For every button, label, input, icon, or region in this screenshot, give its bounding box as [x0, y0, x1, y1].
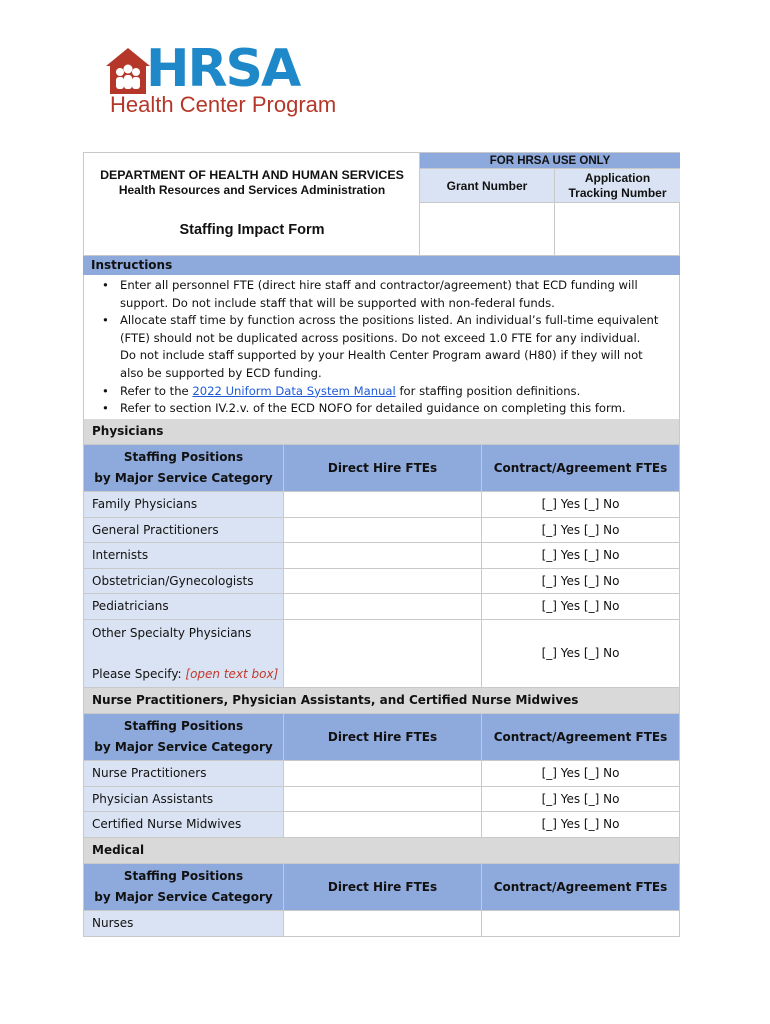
position-label: Family Physicians — [84, 492, 284, 517]
position-label: Obstetrician/Gynecologists — [84, 569, 284, 593]
header-table — [83, 152, 680, 256]
administration-name: Health Resources and Services Administration — [118, 183, 386, 197]
positions-header-line1: Staffing Positions — [123, 869, 244, 883]
instruction-item — [120, 383, 660, 401]
yes-no-checkbox[interactable]: [_] Yes [_] No — [541, 574, 620, 588]
specify-line — [92, 666, 278, 682]
table-row — [83, 761, 680, 787]
direct-hire-field[interactable] — [284, 518, 482, 542]
table-row — [83, 518, 680, 543]
yes-no-checkbox[interactable]: [_] Yes [_] No — [541, 548, 620, 562]
refer-suffix: for staffing position definitions. — [395, 383, 581, 398]
position-label: Physician Assistants — [84, 787, 284, 811]
hrsa-logo — [106, 40, 366, 124]
logo-subtitle: Health Center Program — [110, 92, 337, 117]
position-label: Nurse Practitioners — [84, 761, 284, 786]
yes-no-checkbox[interactable]: [_] Yes [_] No — [541, 766, 620, 780]
position-label: General Practitioners — [84, 518, 284, 542]
direct-hire-field[interactable] — [284, 787, 482, 811]
position-label: Pediatricians — [84, 594, 284, 619]
medical-column-header — [83, 863, 680, 911]
yes-no-checkbox[interactable]: [_] Yes [_] No — [541, 817, 620, 831]
direct-hire-field[interactable] — [284, 812, 482, 837]
house-family-icon — [106, 48, 150, 94]
specify-label: Please Specify: — [92, 667, 186, 681]
instruction-item: • Allocate staff time by function across the positions listed. An individual’s full-time equivalent (FTE) should not be duplicated across positions. Do not exceed 1.0 FTE for any individual. Do not include staff supported by your Health Center Program award (H80) if they will not also be supported by ECD funding. — [120, 312, 660, 382]
section-physicians: Physicians — [83, 419, 680, 444]
instruction-item: • Refer to section IV.2.v. of the ECD NOFO for detailed guidance on completing this form. — [120, 400, 660, 418]
position-label: Other Specialty Physicians — [92, 626, 252, 640]
position-label: Internists — [84, 543, 284, 568]
instructions-box — [83, 275, 680, 419]
direct-hire-field[interactable] — [284, 761, 482, 786]
table-row — [83, 787, 680, 812]
table-row — [83, 569, 680, 594]
table-row — [83, 620, 680, 688]
contract-header: Contract/Agreement FTEs — [493, 730, 668, 744]
specify-text-box[interactable]: [open text box] — [185, 667, 279, 681]
positions-header — [84, 714, 284, 760]
tracking-label-line2: Tracking Number — [568, 186, 667, 200]
direct-hire-header: Direct Hire FTEs — [284, 445, 482, 491]
instructions-heading: Instructions — [83, 256, 680, 275]
table-row — [83, 543, 680, 569]
tracking-label-line1: Application — [584, 171, 651, 185]
table-row — [83, 492, 680, 518]
refer-prefix: Refer to the — [120, 383, 193, 398]
positions-header-line2: by Major Service Category — [94, 890, 273, 904]
grant-number-field[interactable] — [420, 203, 555, 255]
table-row — [83, 594, 680, 620]
instructions-list — [120, 277, 660, 418]
direct-hire-header: Direct Hire FTEs — [284, 864, 482, 910]
table-row — [83, 812, 680, 838]
section-nurse-practitioners: Nurse Practitioners, Physician Assistants, and Certified Nurse Midwives — [83, 688, 680, 713]
department-name: DEPARTMENT OF HEALTH AND HUMAN SERVICES — [100, 168, 404, 182]
form-title: Staffing Impact Form — [179, 222, 325, 238]
direct-hire-field[interactable] — [284, 620, 482, 687]
grant-number-label: Grant Number — [420, 169, 555, 203]
tracking-number-field[interactable] — [555, 203, 680, 255]
yes-no-checkbox[interactable]: [_] Yes [_] No — [541, 599, 620, 613]
direct-hire-field[interactable] — [284, 911, 482, 936]
direct-hire-field[interactable] — [284, 594, 482, 619]
instruction-item: • Enter all personnel FTE (direct hire staff and contractor/agreement) that ECD funding will support. Do not include staff that will be supported with non-federal funds. — [120, 277, 660, 312]
tracking-number-label — [555, 169, 680, 203]
position-label: Nurses — [84, 911, 284, 936]
positions-header — [84, 445, 284, 491]
positions-header-line1: Staffing Positions — [123, 719, 244, 733]
positions-header-line1: Staffing Positions — [123, 450, 244, 464]
position-label: Certified Nurse Midwives — [84, 812, 284, 837]
np-column-header — [83, 713, 680, 761]
contract-header: Contract/Agreement FTEs — [493, 880, 668, 894]
logo-wordmark: HRSA — [146, 39, 300, 99]
yes-no-checkbox[interactable]: [_] Yes [_] No — [541, 523, 620, 537]
yes-no-checkbox[interactable]: [_] Yes [_] No — [541, 792, 620, 806]
contract-field[interactable] — [482, 911, 679, 936]
direct-hire-header: Direct Hire FTEs — [284, 714, 482, 760]
yes-no-checkbox[interactable]: [_] Yes [_] No — [541, 497, 620, 511]
hrsa-use-only-label: FOR HRSA USE ONLY — [420, 153, 680, 169]
contract-header: Contract/Agreement FTEs — [493, 461, 668, 475]
direct-hire-field[interactable] — [284, 569, 482, 593]
direct-hire-field[interactable] — [284, 492, 482, 517]
direct-hire-field[interactable] — [284, 543, 482, 568]
positions-header-line2: by Major Service Category — [94, 740, 273, 754]
positions-header-line2: by Major Service Category — [94, 471, 273, 485]
positions-header — [84, 864, 284, 910]
other-specialty-cell — [84, 620, 284, 687]
header-info-cell — [84, 153, 420, 255]
physicians-column-header — [83, 444, 680, 492]
table-row — [83, 911, 680, 937]
uds-manual-link[interactable]: 2022 Uniform Data System Manual — [192, 383, 396, 398]
section-medical: Medical — [83, 838, 680, 863]
yes-no-checkbox[interactable]: [_] Yes [_] No — [541, 646, 620, 660]
